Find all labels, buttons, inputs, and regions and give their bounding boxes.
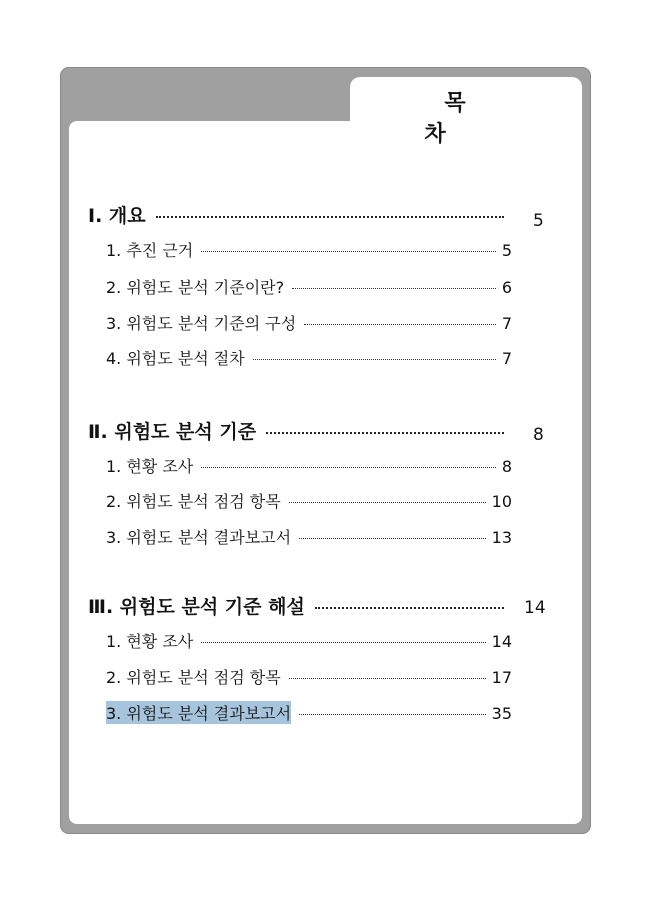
toc-item-label: 2. 위험도 분석 기준이란?: [106, 278, 285, 297]
toc-item-label: 3. 위험도 분석 결과보고서: [106, 701, 291, 724]
toc-item-highlighted[interactable]: [106, 701, 512, 724]
dot-leader: [201, 251, 496, 252]
toc-section-3[interactable]: [88, 592, 512, 619]
toc-item[interactable]: [106, 629, 512, 652]
dot-leader: [299, 714, 486, 715]
dot-leader: [266, 432, 504, 434]
toc-item[interactable]: [106, 454, 512, 477]
toc-item[interactable]: [106, 275, 512, 298]
toc-item-page: 10: [491, 492, 512, 511]
toc-item-label: 2. 위험도 분석 점검 항목: [106, 668, 281, 687]
toc-item-page: 8: [501, 457, 512, 476]
toc-item-label: 3. 위험도 분석 기준의 구성: [106, 314, 297, 333]
toc-item-page: 6: [501, 278, 512, 297]
toc-section-page: 14: [524, 598, 546, 618]
toc-section-label: Ⅱ. 위험도 분석 기준: [88, 421, 257, 443]
dot-leader: [253, 359, 496, 360]
toc-item-label: 2. 위험도 분석 점검 항목: [106, 492, 281, 511]
toc-item[interactable]: [106, 311, 512, 334]
toc-item-page: 14: [491, 632, 512, 651]
dot-leader: [315, 607, 504, 609]
toc-item-page: 7: [501, 314, 512, 333]
toc-item-label: 1. 추진 근거: [106, 241, 194, 260]
dot-leader: [289, 502, 486, 503]
toc-section-1[interactable]: [88, 201, 512, 228]
dot-leader: [289, 678, 486, 679]
toc-item[interactable]: [106, 665, 512, 688]
toc-item[interactable]: [106, 489, 512, 512]
toc-item-page: 5: [501, 241, 512, 260]
toc-item[interactable]: [106, 346, 512, 369]
toc-item-label: 1. 현황 조사: [106, 632, 194, 651]
toc-section-2[interactable]: [88, 417, 512, 444]
toc-item[interactable]: [106, 525, 512, 548]
toc-item-page: 17: [491, 668, 512, 687]
dot-leader: [299, 538, 486, 539]
toc-item-page: 7: [501, 349, 512, 368]
toc-item[interactable]: [106, 238, 512, 261]
toc-section-label: Ⅰ. 개요: [88, 205, 146, 227]
dot-leader: [304, 324, 496, 325]
toc-item-page: 35: [491, 704, 512, 723]
toc-item-label: 4. 위험도 분석 절차: [106, 349, 245, 368]
dot-leader: [201, 467, 496, 468]
toc-section-page: 5: [533, 211, 544, 231]
toc-section-label: Ⅲ. 위험도 분석 기준 해설: [88, 596, 305, 618]
toc-item-label: 3. 위험도 분석 결과보고서: [106, 528, 292, 547]
dot-leader: [292, 288, 496, 289]
toc-title: 목 차: [424, 91, 528, 147]
toc-section-page: 8: [533, 425, 544, 445]
dot-leader: [156, 216, 504, 218]
dot-leader: [201, 642, 485, 643]
toc-item-label: 1. 현황 조사: [106, 457, 194, 476]
toc-item-page: 13: [491, 528, 512, 547]
